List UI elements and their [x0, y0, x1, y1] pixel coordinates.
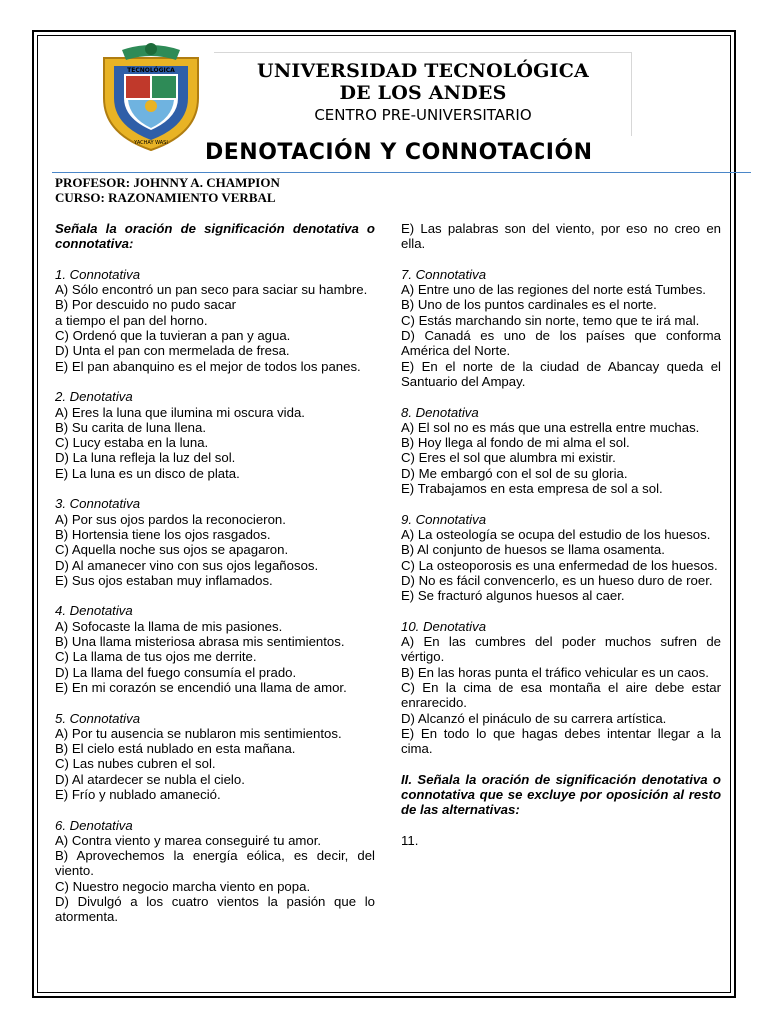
- option-line: B) Hoy llega al fondo de mi alma el sol.: [401, 435, 630, 451]
- university-name-line1: UNIVERSIDAD TECNOLÓGICA: [257, 60, 589, 82]
- logo-text-top: TECNOLÓGICA: [127, 67, 175, 74]
- option-line: D) Al amanecer vino con sus ojos legañosos.: [55, 557, 319, 573]
- option-line: C) La osteoporosis es una enfermedad de los huesos.: [401, 557, 718, 573]
- right-column: [401, 221, 721, 848]
- spacer: [55, 252, 375, 267]
- option-line: E) En mi corazón se encendió una llama de amor.: [55, 679, 347, 695]
- spacer: [55, 588, 375, 603]
- option-line: C) Eres el sol que alumbra mi existir.: [401, 450, 616, 466]
- question-number: 8. Denotativa: [401, 404, 479, 420]
- question-number: 10. Denotativa: [401, 618, 487, 634]
- spacer: [401, 252, 721, 267]
- option-line: B) Uno de los puntos cardinales es el norte.: [401, 297, 657, 313]
- spacer: [55, 481, 375, 496]
- section-instruction: II. Señala la oración de significación denotativa o connotativa que se excluye por oposición al resto de las alternativas:: [401, 771, 721, 818]
- spacer: [55, 695, 375, 710]
- option-line: E) Sus ojos estaban muy inflamados.: [55, 572, 273, 588]
- option-line: A) Por tu ausencia se nublaron mis sentimientos.: [55, 725, 342, 741]
- option-line: C) Las nubes cubren el sol.: [55, 756, 216, 772]
- option-line: B) En las horas punta el tráfico vehicular es un caos.: [401, 664, 709, 680]
- question-number: 5. Connotativa: [55, 710, 141, 726]
- university-name-line2: DE LOS ANDES: [339, 82, 507, 104]
- option-line: C) En la cima de esa montaña el aire debe estar enrarecido.: [401, 679, 721, 711]
- option-line: D) La luna refleja la luz del sol.: [55, 450, 236, 466]
- option-line: A) En las cumbres del poder muchos sufren de vértigo.: [401, 634, 721, 665]
- option-line: C) Aquella noche sus ojos se apagaron.: [55, 542, 289, 558]
- option-line: E) Se fracturó algunos huesos al caer.: [401, 588, 625, 604]
- logo-text-bottom: YACHAY WASI: [134, 140, 168, 146]
- spacer: [55, 374, 375, 389]
- option-line: A) Por sus ojos pardos la reconocieron.: [55, 511, 286, 527]
- option-line: E) En todo lo que hagas debes intentar llegar a la cima.: [401, 725, 721, 757]
- option-line: E) El pan abanquino es el mejor de todos los panes.: [55, 358, 361, 374]
- option-line: B) Aprovechemos la energía eólica, es decir, del viento.: [55, 848, 375, 879]
- centro-preuniversitario: CENTRO PRE-UNIVERSITARIO: [314, 106, 532, 124]
- question-number: 6. Denotativa: [55, 817, 133, 833]
- option-line: a tiempo el pan del horno.: [55, 312, 208, 328]
- option-line: E) En el norte de la ciudad de Abancay queda el Santuario del Ampay.: [401, 358, 721, 389]
- option-line: D) Canadá es uno de los países que conforma América del Norte.: [401, 328, 721, 359]
- option-line: D) Divulgó a los cuatro vientos la pasión que lo atormenta.: [55, 894, 375, 925]
- question-number: 4. Denotativa: [55, 603, 133, 619]
- option-line: A) Sólo encontró un pan seco para saciar su hambre.: [55, 282, 368, 298]
- option-line: D) La llama del fuego consumía el prado.: [55, 664, 297, 680]
- option-line: B) Por descuido no pudo sacar: [55, 297, 237, 313]
- option-line: D) No es fácil convencerlo, es un hueso duro de roer.: [401, 572, 713, 588]
- question-number: 7. Connotativa: [401, 266, 487, 282]
- left-column: [55, 221, 375, 925]
- option-line: C) Estás marchando sin norte, temo que te irá mal.: [401, 312, 700, 328]
- spacer: [401, 389, 721, 404]
- section-instruction: Señala la oración de significación denotativa o connotativa:: [55, 221, 375, 252]
- option-line: B) Al conjunto de huesos se llama osamenta.: [401, 542, 665, 558]
- university-logo: [92, 40, 210, 152]
- option-line: D) Me embargó con el sol de su gloria.: [401, 465, 628, 481]
- spacer: [401, 603, 721, 618]
- question-number: 2. Denotativa: [55, 389, 133, 405]
- option-line: E) La luna es un disco de plata.: [55, 465, 240, 481]
- option-line: E) Trabajamos en esta empresa de sol a sol.: [401, 481, 663, 497]
- option-line: A) Contra viento y marea conseguiré tu amor.: [55, 832, 322, 848]
- option-line: B) Su carita de luna llena.: [55, 419, 207, 435]
- option-line: A) Eres la luna que ilumina mi oscura vida.: [55, 404, 305, 420]
- option-line: C) La llama de tus ojos me derrite.: [55, 649, 257, 665]
- question-number: 1. Connotativa: [55, 266, 141, 282]
- option-line: B) El cielo está nublado en esta mañana.: [55, 741, 296, 757]
- option-line: 11.: [401, 832, 419, 848]
- option-line: D) Unta el pan con mermelada de fresa.: [55, 343, 290, 359]
- option-line: C) Lucy estaba en la luna.: [55, 435, 209, 451]
- option-line: E) Frío y nublado amaneció.: [55, 786, 221, 802]
- question-number: 9. Connotativa: [401, 511, 487, 527]
- curso-line: CURSO: RAZONAMIENTO VERBAL: [55, 190, 276, 205]
- option-line: A) Entre uno de las regiones del norte está Tumbes.: [401, 282, 706, 298]
- option-line: E) Las palabras son del viento, por eso no creo en ella.: [401, 221, 721, 252]
- title-rule: [52, 172, 751, 173]
- profesor-line: PROFESOR: JOHNNY A. CHAMPION: [55, 175, 280, 190]
- spacer: [401, 756, 721, 771]
- option-line: B) Una llama misteriosa abrasa mis sentimientos.: [55, 634, 345, 650]
- option-line: D) Alcanzó el pináculo de su carrera artística.: [401, 710, 667, 726]
- option-line: A) Sofocaste la llama de mis pasiones.: [55, 618, 283, 634]
- option-line: C) Ordenó que la tuvieran a pan y agua.: [55, 328, 291, 344]
- question-number: 3. Connotativa: [55, 496, 141, 512]
- option-line: C) Nuestro negocio marcha viento en popa.: [55, 878, 311, 894]
- spacer: [401, 496, 721, 511]
- option-line: A) El sol no es más que una estrella entre muchas.: [401, 419, 700, 435]
- option-line: A) La osteología se ocupa del estudio de los huesos.: [401, 526, 711, 542]
- spacer: [401, 818, 721, 833]
- spacer: [55, 802, 375, 817]
- option-line: B) Hortensia tiene los ojos rasgados.: [55, 526, 271, 542]
- page-title: DENOTACIÓN Y CONNOTACIÓN: [205, 140, 593, 165]
- option-line: D) Al atardecer se nubla el cielo.: [55, 771, 245, 787]
